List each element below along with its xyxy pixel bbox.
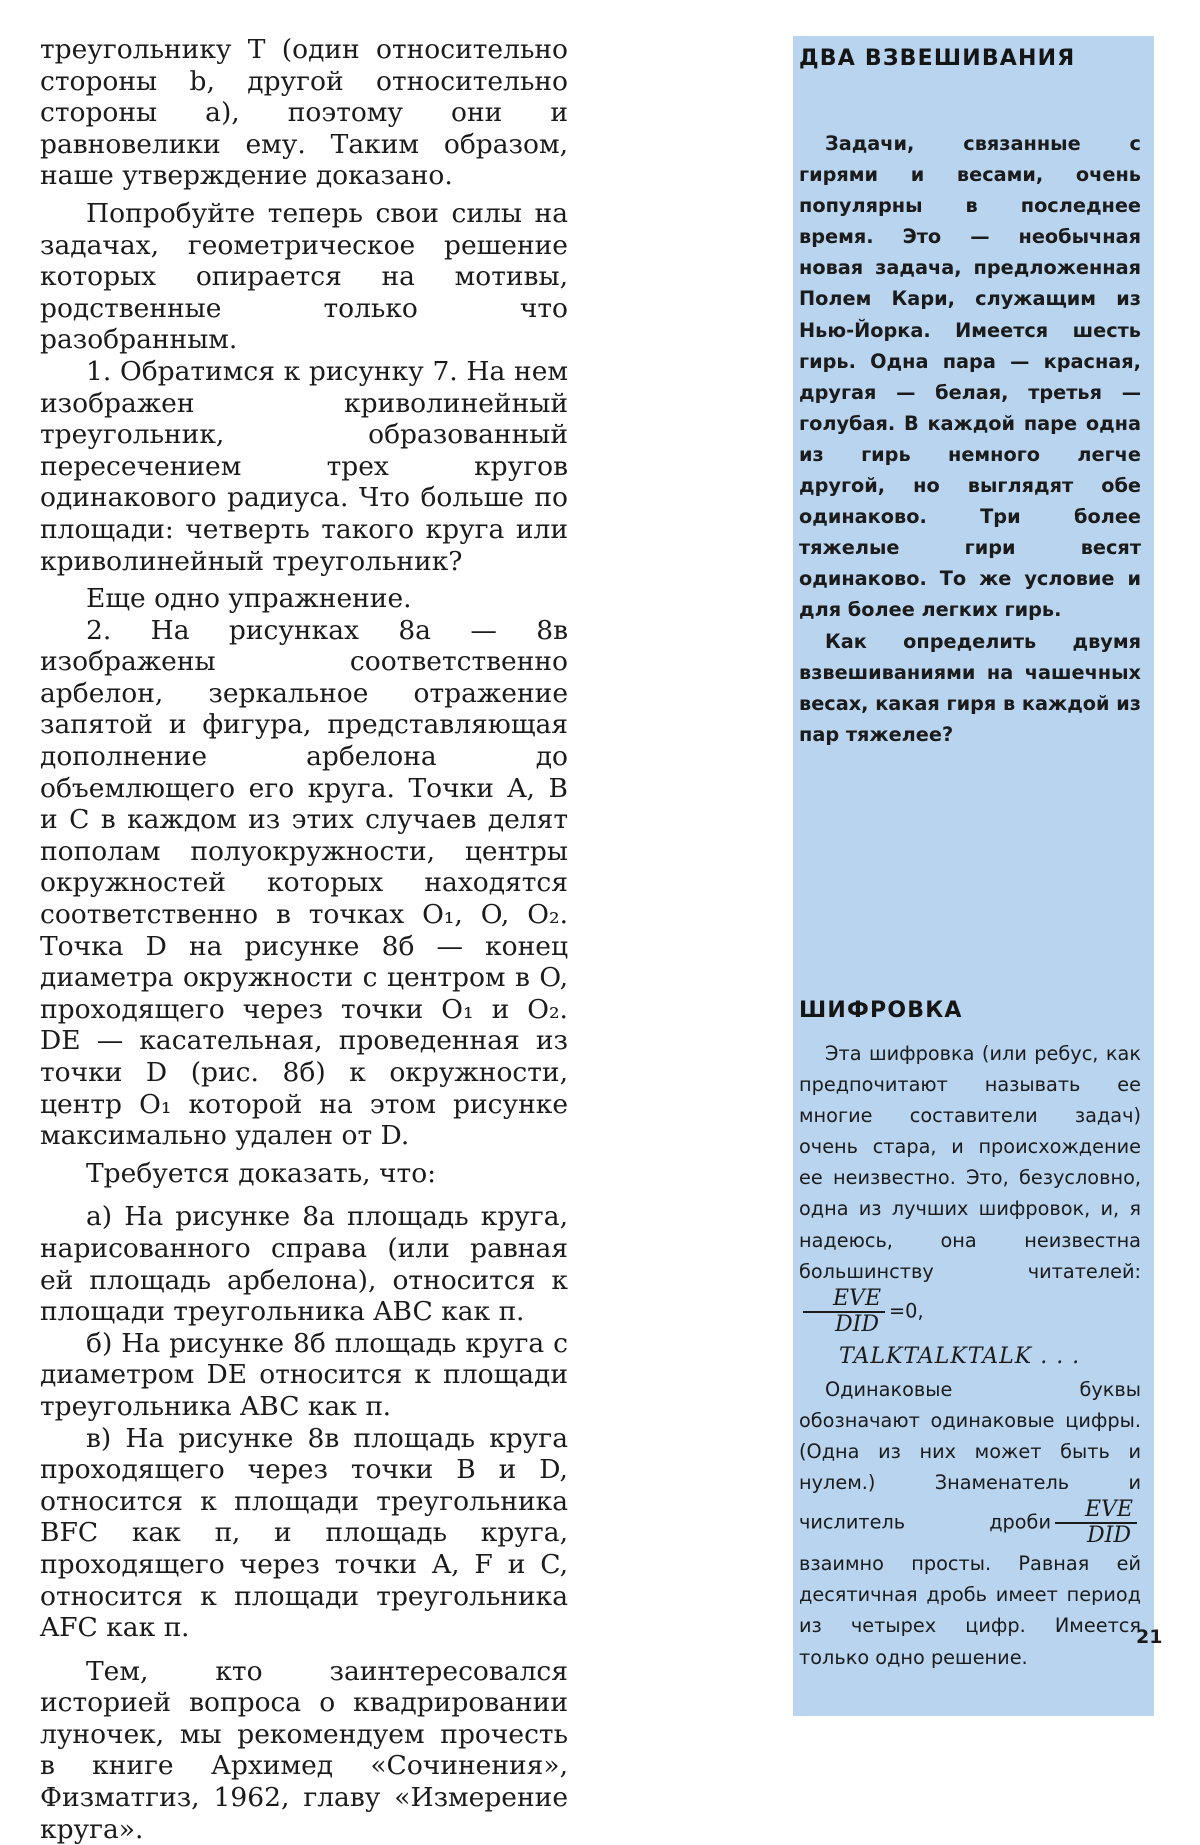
fraction-eve-did [803, 1287, 885, 1337]
paragraph-3: 1. Обратимся к рисунку 7. На нем изображен криволинейный треугольник, образованный пересечением трех кругов одинакового радиуса. Что больше по площади: четверть такого круга или криволинейный треугольник? [40, 355, 568, 577]
puzzle2-text-1: Эта шифровка (или ребус, как предпочитают называть ее многие составители задач) очень стара, и происхождение ее неизвестно. Это, безусловно, одна из лучших шифровок, и, я надеюсь, она неизвестна большинству читателей: [799, 1042, 1141, 1283]
puzzle1-paragraph-2: Как определить двумя взвешиваниями на чашечных весах, какая гиря в каждой из пар тяжелее? [799, 629, 1141, 746]
puzzle-sidebar [793, 36, 1154, 1716]
fraction-denominator-2: DID [1087, 1523, 1131, 1549]
puzzle2-text-2: Одинаковые буквы обозначают одинаковые цифры. (Одна из них может быть и нулем.) Знаменатель и числитель дроби [799, 1377, 1141, 1534]
equation-tail: =0, [889, 1299, 924, 1323]
puzzle-title-two-weighings: ДВА ВЗВЕШИВАНИЯ [799, 46, 1076, 71]
puzzle-title-cipher: ШИФРОВКА [799, 998, 963, 1023]
fraction-eve-did-2 [1055, 1498, 1137, 1548]
fraction-denominator: DID [835, 1311, 879, 1337]
fraction-numerator-2: EVE [1055, 1498, 1137, 1524]
paragraph-2: Попробуйте теперь свои силы на задачах, геометрическое решение которых опирается на мотивы, родственные только что разобранным. [40, 197, 568, 356]
puzzle2-text-3: взаимно просты. Равная ей десятичная дробь имеет период из четырех цифр. Имеется только одно решение. [799, 1552, 1141, 1669]
paragraph-5: 2. На рисунках 8а — 8в изображены соответственно арбелон, зеркальное отражение запятой и фигура, представляющая дополнение арбелона до объемлющего его круга. Точки A, B и C в каждом из этих случаев делят пополам полуокружности, центры окружностей которых находятся соответственно в точках O₁, O, O₂. Точка D на рисунке 8б — конец диаметра окружности с центром в O, проходящего через точки O₁ и O₂. DE — касательная, проведенная из точки D (рис. 8б) к окружности, центр O₁ которой на этом рисунке максимально удален от D. [40, 614, 568, 1152]
paragraph-1: треугольнику T (один относительно стороны b, другой относительно стороны a), поэтому они и равновелики ему. Таким образом, наше утверждение доказано. [40, 34, 568, 192]
puzzle-body-two-weighings [799, 128, 1141, 750]
paragraph-10: Тем, кто заинтересовался историей вопроса о квадрировании луночек, мы рекомендуем прочесть в книге Архимед «Сочинения», Физматгиз, 1962, главу «Измерение круга». [40, 1655, 568, 1845]
paragraph-6: Требуется доказать, что: [86, 1157, 437, 1189]
puzzle1-paragraph-1: Задачи, связанные с гирями и весами, очень популярны в последнее время. Это — необычная новая задача, предложенная Полем Кари, служащим из Нью-Йорка. Имеется шесть гирь. Одна пара — красная, другая — белая, третья — голубая. В каждой паре одна из гирь немного легче другой, но выглядят обе одинаково. Три более тяжелые гири весят одинаково. То же условие и для более легких гирь. [799, 132, 1141, 622]
puzzle-body-cipher [799, 1038, 1141, 1673]
page-number: 21 [1136, 1626, 1163, 1648]
main-text-column [40, 34, 568, 1845]
repeating-decimal: TALKTALKTALK . . . [839, 1343, 1081, 1369]
puzzle2-paragraph-1 [799, 1038, 1141, 1337]
paragraph-8: б) На рисунке 8б площадь круга с диаметром DE относится к площади треугольника ABC как π. [40, 1327, 568, 1422]
paragraph-7: а) На рисунке 8а площадь круга, нарисованного справа (или равная ей площадь арбелона), относится к площади треугольника ABC как π. [40, 1201, 568, 1328]
puzzle2-paragraph-2 [799, 1374, 1141, 1673]
paragraph-9: в) На рисунке 8в площадь круга проходящего через точки B и D, относится к площади треугольника BFC как π, и площадь круга, проходящего через точки A, F и C, относится к площади треугольника AFC как π. [40, 1422, 568, 1644]
fraction-numerator: EVE [803, 1287, 885, 1313]
paragraph-4: Еще одно упражнение. [86, 583, 412, 615]
